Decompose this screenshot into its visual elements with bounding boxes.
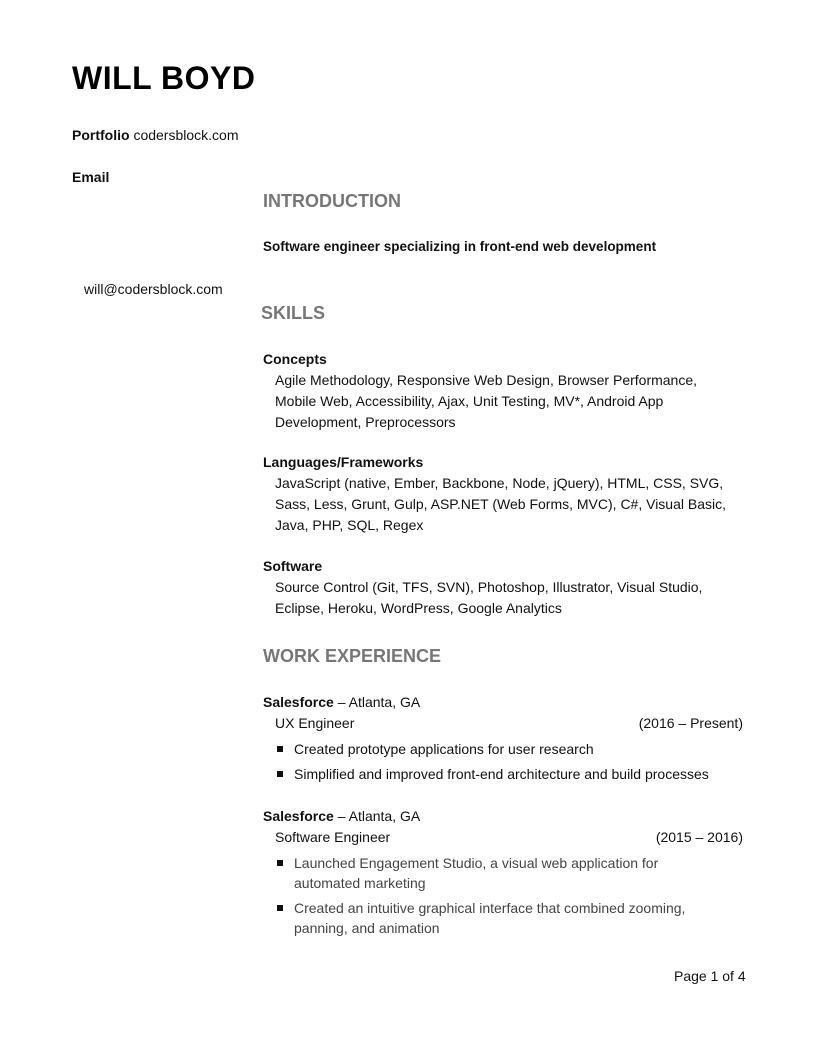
page-number: Page 1 of 4 xyxy=(674,968,746,984)
skills-heading: SKILLS xyxy=(261,303,326,323)
skill-group-concepts xyxy=(263,349,733,433)
portfolio-label: Portfolio xyxy=(72,127,130,143)
introduction-heading: INTRODUCTION xyxy=(263,191,401,211)
skill-group-heading: Concepts xyxy=(263,351,327,367)
job-role: UX Engineer xyxy=(275,715,355,731)
job-company: Salesforce xyxy=(263,808,334,824)
introduction-text: Software engineer specializing in front-end web development xyxy=(263,239,657,254)
email-value: will@codersblock.com xyxy=(84,281,223,297)
skill-line: JavaScript (native, Ember, Backbone, Node, jQuery), HTML, CSS, SVG, xyxy=(275,475,724,491)
square-bullet-icon xyxy=(277,860,283,866)
square-bullet-icon xyxy=(277,746,283,752)
skill-line: Eclipse, Heroku, WordPress, Google Analytics xyxy=(275,600,562,616)
skill-line: Java, PHP, SQL, Regex xyxy=(275,517,424,533)
skill-line: Mobile Web, Accessibility, Ajax, Unit Testing, MV*, Android App xyxy=(275,393,664,409)
resume-name: WILL BOYD xyxy=(72,60,256,96)
skill-line: Sass, Less, Grunt, Gulp, ASP.NET (Web Forms, MVC), C#, Visual Basic, xyxy=(275,496,727,512)
job-company: Salesforce xyxy=(263,694,334,710)
list-item xyxy=(275,853,695,893)
job-dates: (2015 – 2016) xyxy=(655,829,743,845)
job-role: Software Engineer xyxy=(275,829,391,845)
skill-line: Agile Methodology, Responsive Web Design, Browser Performance, xyxy=(275,372,698,388)
job-entry xyxy=(263,692,743,789)
job-entry xyxy=(263,806,743,943)
job-bullet-list xyxy=(263,853,695,938)
bullet-text: Launched Engagement Studio, a visual web application for automated marketing xyxy=(294,855,659,891)
skill-group-languages xyxy=(263,452,733,536)
square-bullet-icon xyxy=(277,905,283,911)
skill-group-heading: Languages/Frameworks xyxy=(263,454,424,470)
job-role-row xyxy=(263,827,743,848)
list-item xyxy=(275,739,743,759)
portfolio-line xyxy=(72,127,238,143)
job-location: – Atlanta, GA xyxy=(333,694,421,710)
bullet-text: Created an intuitive graphical interface that combined zooming, panning, and animation xyxy=(294,900,686,936)
list-item xyxy=(275,764,743,784)
job-location: – Atlanta, GA xyxy=(333,808,421,824)
job-role-row xyxy=(263,713,743,734)
square-bullet-icon xyxy=(277,771,283,777)
skill-group-software xyxy=(263,556,733,619)
job-company-line xyxy=(263,806,743,827)
list-item xyxy=(275,898,695,938)
skill-line: Development, Preprocessors xyxy=(275,414,456,430)
skill-group-heading: Software xyxy=(263,558,323,574)
work-experience-heading: WORK EXPERIENCE xyxy=(263,646,442,666)
job-dates: (2016 – Present) xyxy=(638,715,743,731)
bullet-text: Created prototype applications for user research xyxy=(294,741,594,757)
job-company-line xyxy=(263,692,743,713)
email-label: Email xyxy=(72,169,110,185)
skill-line: Source Control (Git, TFS, SVN), Photoshop, Illustrator, Visual Studio, xyxy=(275,579,703,595)
job-bullet-list xyxy=(263,739,743,784)
bullet-text: Simplified and improved front-end architecture and build processes xyxy=(294,766,709,782)
portfolio-value: codersblock.com xyxy=(133,127,239,143)
